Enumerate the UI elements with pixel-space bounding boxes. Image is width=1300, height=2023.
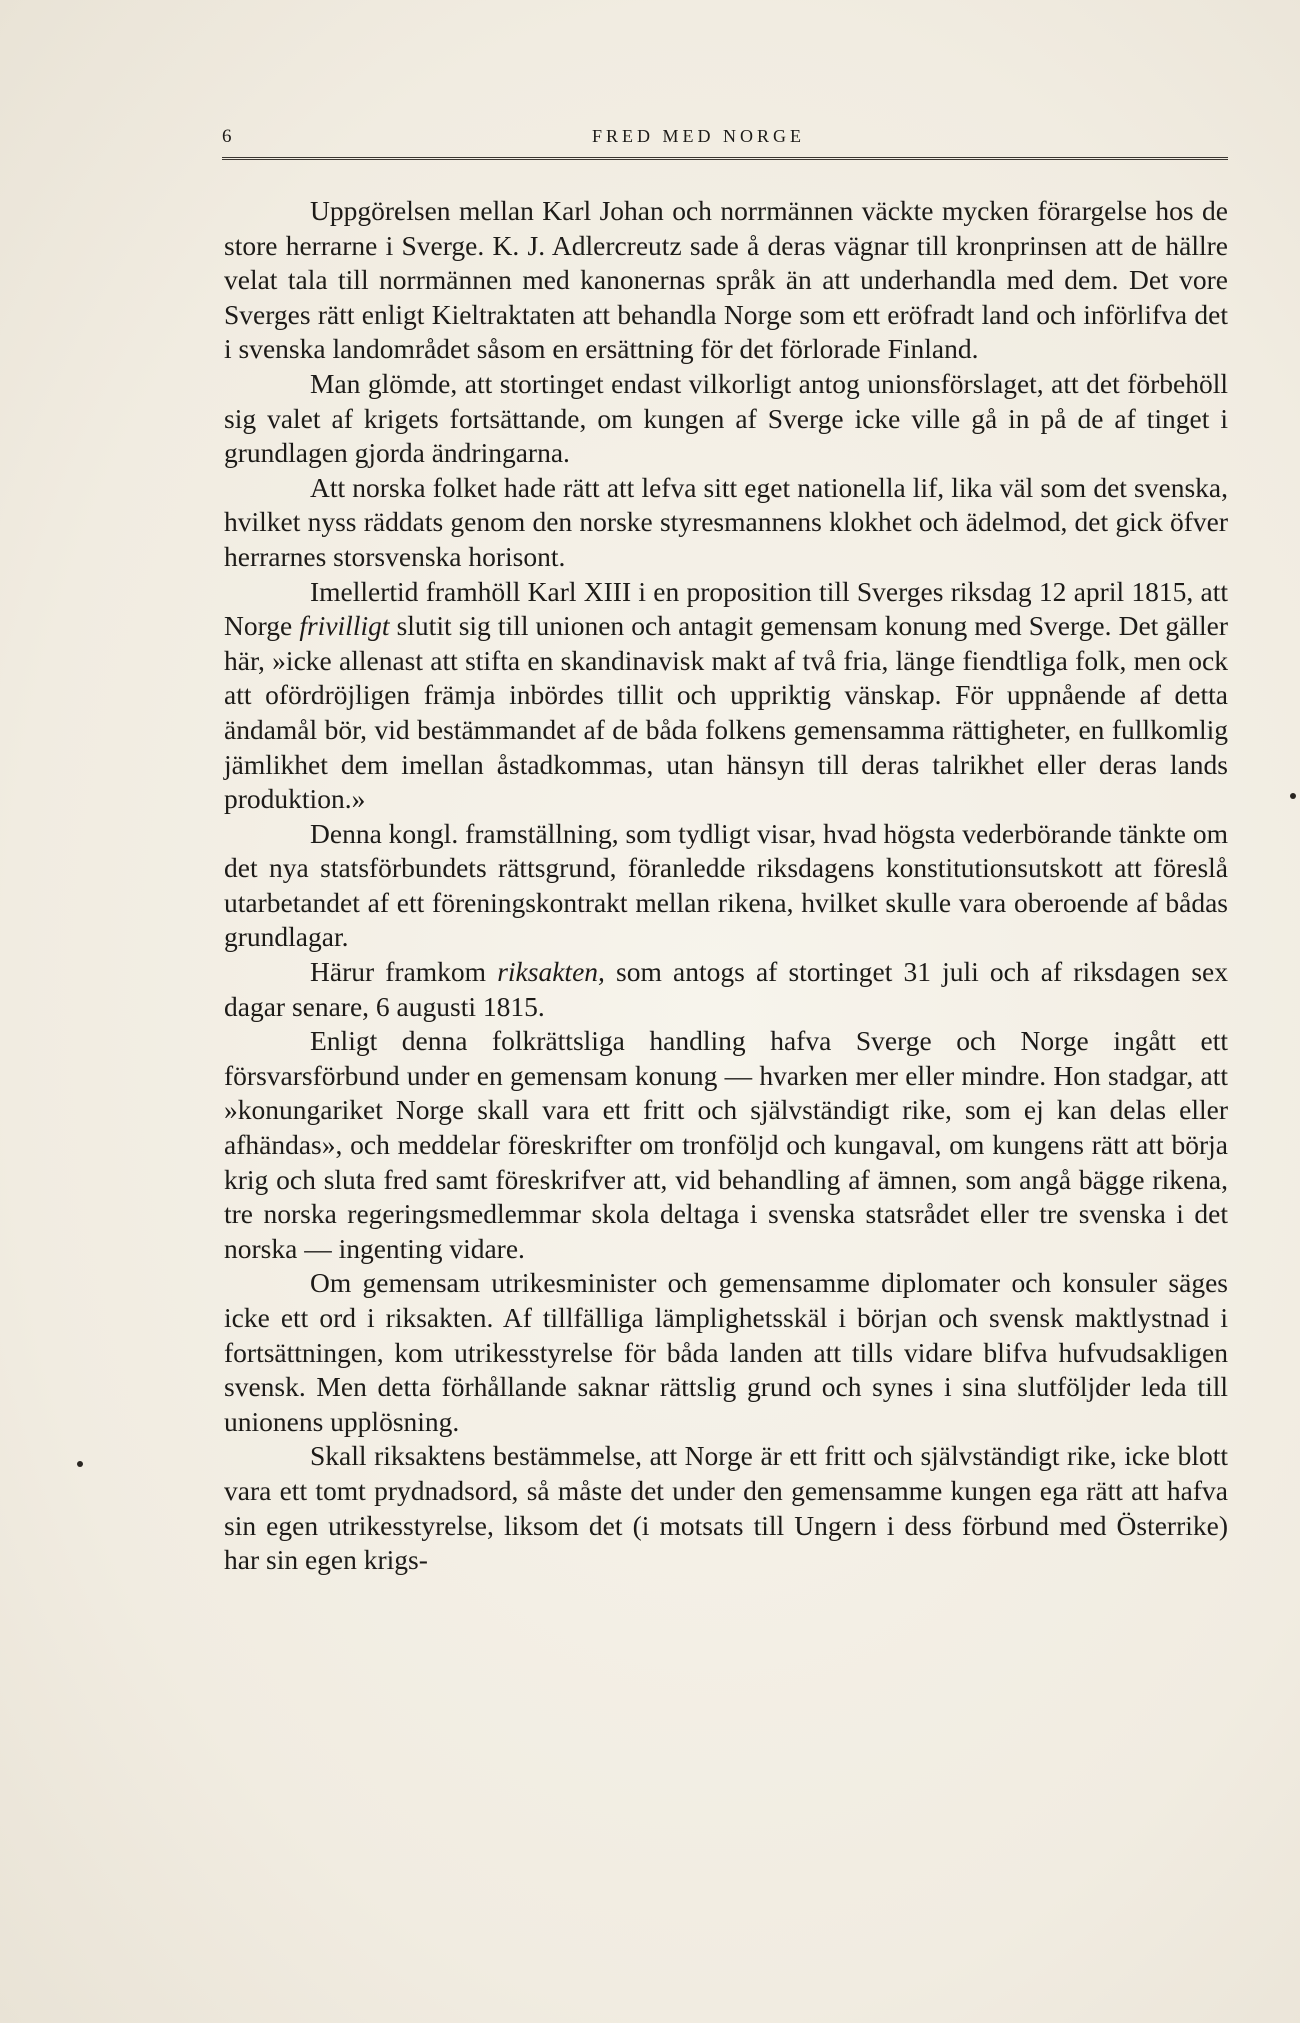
running-title: FRED MED NORGE (592, 126, 806, 146)
paragraph-2: Man glömde, att stortinget endast vilkorligt antog unionsförslaget, att det förbehöll sig valet af krigets fortsättande, om kungen af Sverge icke ville gå in på de af tinget i grundlagen gjorda ändringarna. (224, 367, 1228, 469)
paragraph-9: Skall riksaktens bestämmelse, att Norge är ett fritt och självständigt rike, icke blott vara ett tomt prydnadsord, så måste det under den gemensamme kungen ega rätt att hafva sin egen utrikesstyrelse, liksom det (i motsats till Ungern i dess förbund med Österrike) har sin egen krigs- (224, 1440, 1228, 1576)
page-number: 6 (222, 126, 233, 147)
paragraph-5: Denna kongl. framställning, som tydligt visar, hvad högsta vederbörande tänkte om det nya statsförbundets rättsgrund, föranledde riksdagens konstitutionsutskott att föreslå utarbetandet af ett föreningskontrakt mellan rikena, hvilket skulle vara oberoende af bådas grundlagar. (224, 817, 1228, 953)
header-rule (222, 157, 1228, 160)
ink-speck (77, 1461, 83, 1467)
paragraph-4-before: Imellertid framhöll Karl XIII i en proposition till Sverges riksdag 12 april 1815, att Norge (224, 575, 1228, 642)
paragraph-1: Uppgörelsen mellan Karl Johan och norrmännen väckte mycken förargelse hos de store herrarne i Sverge. K. J. Adlercreutz sade å deras vägnar till kronprinsen att de hällre velat tala till norrmännen med kanonernas språk än att underhandla med dem. Det vore Sverges rätt enligt Kieltraktaten att behandla Norge som ett eröfradt land och införlifva det i svenska landområdet såsom en ersättning för det förlorade Finland. (224, 195, 1228, 365)
paragraph-6-after: som antogs af stortinget 31 juli och af riksdagen sex dagar senare, 6 augusti 1815. (224, 956, 1228, 1022)
paragraph-6-before: Härur framkom (310, 956, 498, 988)
paragraph-3: Att norska folket hade rätt att lefva sitt eget nationella lif, lika väl som det svenska, hvilket nyss räddats genom den norske styresmannens klokhet och ädelmod, det gick öfver herrarnes storsvenska horisont. (224, 471, 1228, 572)
page-header (222, 126, 1228, 150)
paragraph-6 (224, 955, 1228, 1024)
ink-speck (1290, 793, 1296, 799)
body-text (224, 194, 1228, 1578)
paragraph-6-emphasis: riksakten, (497, 956, 605, 988)
paragraph-7: Enligt denna folkrättsliga handling hafva Sverge och Norge ingått ett försvarsförbund under en gemensam konung — hvarken mer eller mindre. Hon stadgar, att »konungariket Norge skall vara ett fritt och självständigt rike, som ej kan delas eller afhändas», och meddelar föreskrifter om tronföljd och kungaval, om kungens rätt att börja krig och sluta fred samt föreskrifver att, vid behandling af ämnen, som angå bägge rikena, tre norska regeringsmedlemmar skola deltaga i svenska statsrådet eller tre svenska i det norska — ingenting vidare. (224, 1025, 1228, 1264)
paragraph-4-after: slutit sig till unionen och antagit gemensam konung med Sverge. Det gäller här, »icke allenast att stifta en skandinavisk makt af två fria, länge fiendtliga folk, men ock att ofördröjligen främja inbördes tillit och uppriktig vänskap. För uppnående af detta ändamål bör, vid bestämmandet af de båda folkens gemensamma rättigheter, en fullkomlig jämlikhet dem imellan åstadkommas, utan hänsyn till deras talrikhet eller deras lands produktion.» (224, 610, 1229, 815)
paragraph-4 (224, 575, 1228, 817)
paragraph-4-emphasis: frivilligt (299, 610, 390, 642)
paragraph-8: Om gemensam utrikesminister och gemensamme diplomater och konsuler säges icke ett ord i riksakten. Af tillfälliga lämplighetsskäl i början och svensk maktlystnad i fortsättningen, kom utrikesstyrelse för båda landen att tills vidare blifva hufvudsakligen svensk. Men detta förhållande saknar rättslig grund och synes i sina slutföljder leda till unionens upplösning. (224, 1267, 1228, 1437)
